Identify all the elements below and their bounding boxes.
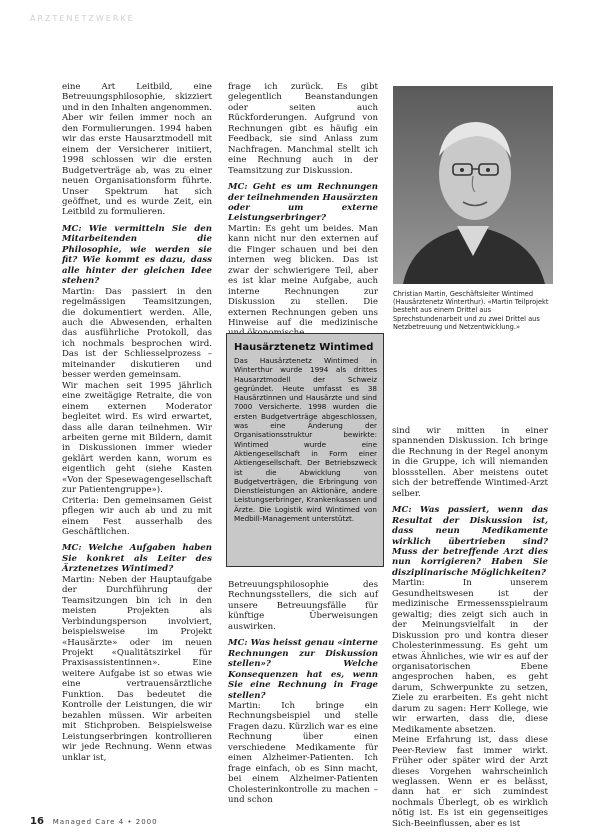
- article-column-2-top: [228, 82, 378, 339]
- paragraph: Betreuungsphilosophie des Rechnungsstellers, die sich auf unsere Betreuungsfälle für künftige Überweisungen auswirken.: [228, 580, 378, 632]
- section-header: ÄRZTENETZWERKE: [30, 14, 135, 23]
- paragraph: eine Art Leitbild, eine Betreuungsphilosophie, skizziert und in den Inhalten angenommen. Aber wir feilen immer noch an den Formulierungen. 1994 haben wir das erste Hausarztmodell mit einem der Versicherer initiiert, 1998 schlossen wir die ersten Budgetverträge ab, was zu einer neuen Organisationsform führte. Unser Spektrum hat sich geöffnet, und es wurde Zeit, ein Leitbild zu formulieren.: [62, 82, 212, 218]
- article-column-2-bottom: [228, 580, 378, 806]
- photo-caption: Christian Martin, Geschäftsleiter Wintimed (Hausärztenetz Winterthur). «Martin Teilprojekt besteht aus einem Drittel aus Sprechstundenarbeit und zu zwei Drittel aus Netzbetreuung und Netzentwicklung.»: [393, 290, 549, 331]
- portrait-photo: [393, 86, 553, 284]
- interview-question: MC: Welche Aufgaben haben Sie konkret als Leiter des Ärztenetzes Wintimed?: [62, 543, 212, 575]
- magazine-name: Managed Care 4 • 2000: [52, 818, 158, 826]
- paragraph: Wir machen seit 1995 jährlich eine zweitägige Retraite, die von einem externen Moderator begleitet wird. Es wird erwartet, dass alle daran teilnehmen. Wir arbeiten gerne mit Bildern, damit in Diskussionen immer wieder geklärt werden kann, worum es eigentlich geht (siehe Kasten «Von der Spesewagengesellschaft zur Patientengruppe»).: [62, 380, 212, 496]
- page-number: 16: [30, 816, 44, 827]
- paragraph: frage ich zurück. Es gibt gelegentlich Beanstandungen oder seiten auch Rückforderungen. Aufgrund von Rechnungen gibt es häufig ein Feedback, sie sind Anlass zum Nachfragen. Manchmal stellt ich eine Rechnung auch in der Teamsitzung zur Diskussion.: [228, 82, 378, 176]
- paragraph: Meine Erfahrung ist, dass diese Peer-Review fast immer wirkt. Früher oder später wird der Arzt dieses Vorgehen wahrscheinlich weglassen. Wenn er es belässt, dann hat er sich zumindest nochmals Überlegt, ob es wirklich nötig ist. Es ist ein gegenseitiges Sich-Beeinflussen, aber es ist: [392, 735, 548, 829]
- portrait-image: [393, 86, 553, 284]
- article-column-3: [392, 426, 548, 829]
- interview-question: MC: Geht es um Rechnungen der teilnehmenden Hausärzten oder um externe Leistungserbringer?: [228, 182, 378, 224]
- interview-answer: Martin: Neben der Hauptaufgabe der Durchführung der Teamsitzungen bin ich in den meisten Projekten als Verbindungsperson involviert, beispielsweise im Projekt «Hausärzte» oder im neuen Projekt «Qualitätszirkel für Praxisassistentinnen». Eine weitere Aufgabe ist so etwas wie eine vertrauensärztliche Funktion. Das bedeutet die Kontrolle der Leistungen, die wir bezahlen müssen. Wir arbeiten mit Stichproben. Beispielsweise Leistungserbringen kontrollieren wir jede Rechnung. Wenn etwas unklar ist,: [62, 574, 212, 763]
- interview-question: MC: Was passiert, wenn das Resultat der Diskussion ist, dass neun Medikamente wirklich übertrieben sind? Muss der betreffende Arzt dies nun korrigieren? Haben Sie disziplinarische Möglichkeiten?: [392, 505, 548, 578]
- interview-answer: Martin: Es geht um beides. Man kann nicht nur den externen auf die Finger schauen und bei den internen weg blicken. Das ist zwar der schwierigere Teil, aber es ist klar meine Aufgabe, auch interne Rechnungen zur Diskussion zu stellen. Die externen Rechnungen geben uns Hinweise auf die medizinische: [228, 223, 378, 328]
- sidebar-info-box: [226, 333, 384, 567]
- interview-question: MC: Was heisst genau «interne Rechnungen zur Diskussion stellen»? Welche Konsequenzen hat es, wenn Sie eine Rechnung in Frage stellen?: [228, 638, 378, 701]
- box-text: Das Hausärztenetz Wintimed in Winterthur wurde 1994 als drittes Hausarztmodell der Schweiz gegründet. Heute umfasst es 38 Hausärztinnen und Hausärzte und sind 7000 Versicherte. 1998 wurden die ersten Budgetverträge abgeschlossen, was eine Änderung der Organisationsstruktur bewirkte: Wintimed wurde eine Aktiengesellschaft in Form einer Aktiengesellschaft. Der Betriebszweck ist die Abwicklung von Budgetverträgen, die Erbringung von Dienstleistungen an Aktionäre, andere Leistungserbringer, Krankenkassen und Ärzte. Die Logistik wird Wintimed von Medbill-Management unterstützt.: [234, 356, 377, 524]
- paragraph: sind wir mitten in einer spannenden Diskussion. Ich bringe die Rechnung in der Regel anonym in die Gruppe, ich will niemanden blossstellen. Aber meistens outet sich der betreffende Wintimed-Arzt selber.: [392, 426, 548, 499]
- article-column-1: [62, 82, 212, 763]
- interview-answer: Martin: In unserem Gesundheitswesen ist der medizinische Ermessensspielraum gewaltig; dies zeigt sich auch in der Meinungsvielfalt in der Diskussion pro und kontra dieser Cholesterinmessung. Es geht um etwas Ähnliches, wie wir es auf der organisatorischen Ebene angesprochen haben, es geht darum, Schwerpunkte zu setzen, Ziele zu erarbeiten. Es geht nicht darum zu sagen: Herr Kollege, wie wir erwarten, dass die, diese Medikamente absetzen.: [392, 578, 548, 735]
- interview-answer: Martin: Ich bringe ein Rechnungsbeispiel und stelle Fragen dazu. Kürzlich war es eine Rechnung über einen verschiedene Medikamente für einen Alzheimer-Patienten. Ich frage einfach, ob es Sinn macht, bei einem Alzheimer-Patienten Cholesterinkontrolle zu machen – und schon: [228, 700, 378, 806]
- interview-question: MC: Wie vermitteln Sie den Mitarbeitenden die Philosophie, wie werden sie fit? Wie kommt es dazu, dass alle hinter der gleichen Idee stehen?: [62, 223, 212, 287]
- box-title: Hausärztenetz Wintimed: [234, 342, 374, 353]
- paragraph: Criteria: Den gemeinsamen Geist pflegen wir auch ab und zu mit einem Fest ausserhalb des Geschäftlichen.: [62, 495, 212, 538]
- interview-answer: Martin: Das passiert in den regelmässigen Teamsitzungen, die dokumentiert werden. Alle, auch die Abwesenden, erhalten das ausführliche Protokoll, das ich nochmals besprochen wird. Das ist der Schliesselprozess – miteinander diskutieren und besser werden gemeinsam.: [62, 286, 212, 381]
- page-footer: [30, 816, 158, 827]
